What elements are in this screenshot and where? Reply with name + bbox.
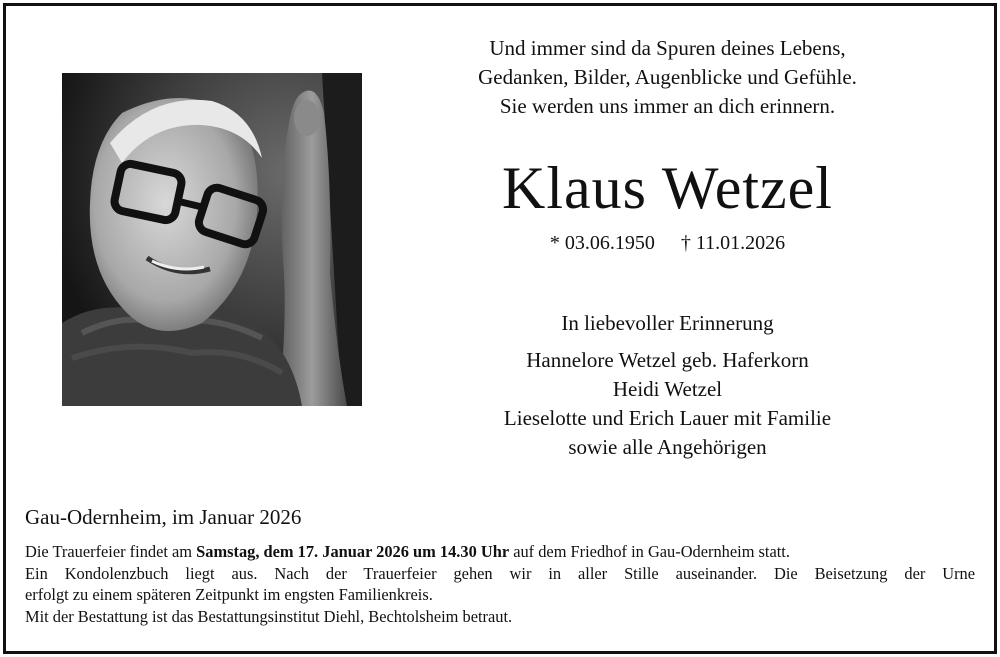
life-dates (400, 230, 935, 256)
notice-line-1 (25, 541, 975, 563)
notice-line-2: Ein Kondolenzbuch liegt aus. Nach der Trauerfeier gehen wir in aller Stille auseinander. Die Beisetzung der Urne (25, 563, 975, 583)
death-date: † 11.01.2026 (680, 232, 786, 254)
mourners-block (400, 309, 935, 462)
notice-line-3: erfolgt zu einem späteren Zeitpunkt im engsten Familienkreis. (25, 585, 433, 604)
verse-line: Und immer sind da Spuren deines Lebens, (489, 36, 846, 60)
memorial-verse (400, 34, 935, 121)
notice-line-4: Mit der Bestattung ist das Bestattungsinstitut Diehl, Bechtolsheim betraut. (25, 606, 513, 626)
mourner-name: Heidi Wetzel (612, 377, 723, 401)
birth-date: * 03.06.1950 (549, 232, 655, 254)
portrait-photo (62, 73, 362, 406)
mourner-name: Lieselotte und Erich Lauer mit Familie (503, 406, 832, 430)
verse-line: Gedanken, Bilder, Augenblicke und Gefühle. (478, 65, 857, 89)
mourners-intro: In liebevoller Erinnerung (561, 311, 774, 335)
mourner-name: Hannelore Wetzel geb. Haferkorn (526, 348, 809, 372)
service-date-time: Samstag, dem 17. Januar 2026 um 14.30 Uhr (196, 542, 510, 561)
deceased-name: Klaus Wetzel (502, 155, 833, 221)
mourner-name: sowie alle Angehörigen (568, 435, 767, 459)
notice-text: auf dem Friedhof in Gau-Odernheim statt. (509, 542, 790, 561)
verse-line: Sie werden uns immer an dich erinnern. (499, 94, 836, 118)
notice-text: Die Trauerfeier findet am (25, 542, 197, 561)
place-and-date: Gau-Odernheim, im Januar 2026 (25, 505, 302, 529)
funeral-notice (25, 541, 975, 627)
